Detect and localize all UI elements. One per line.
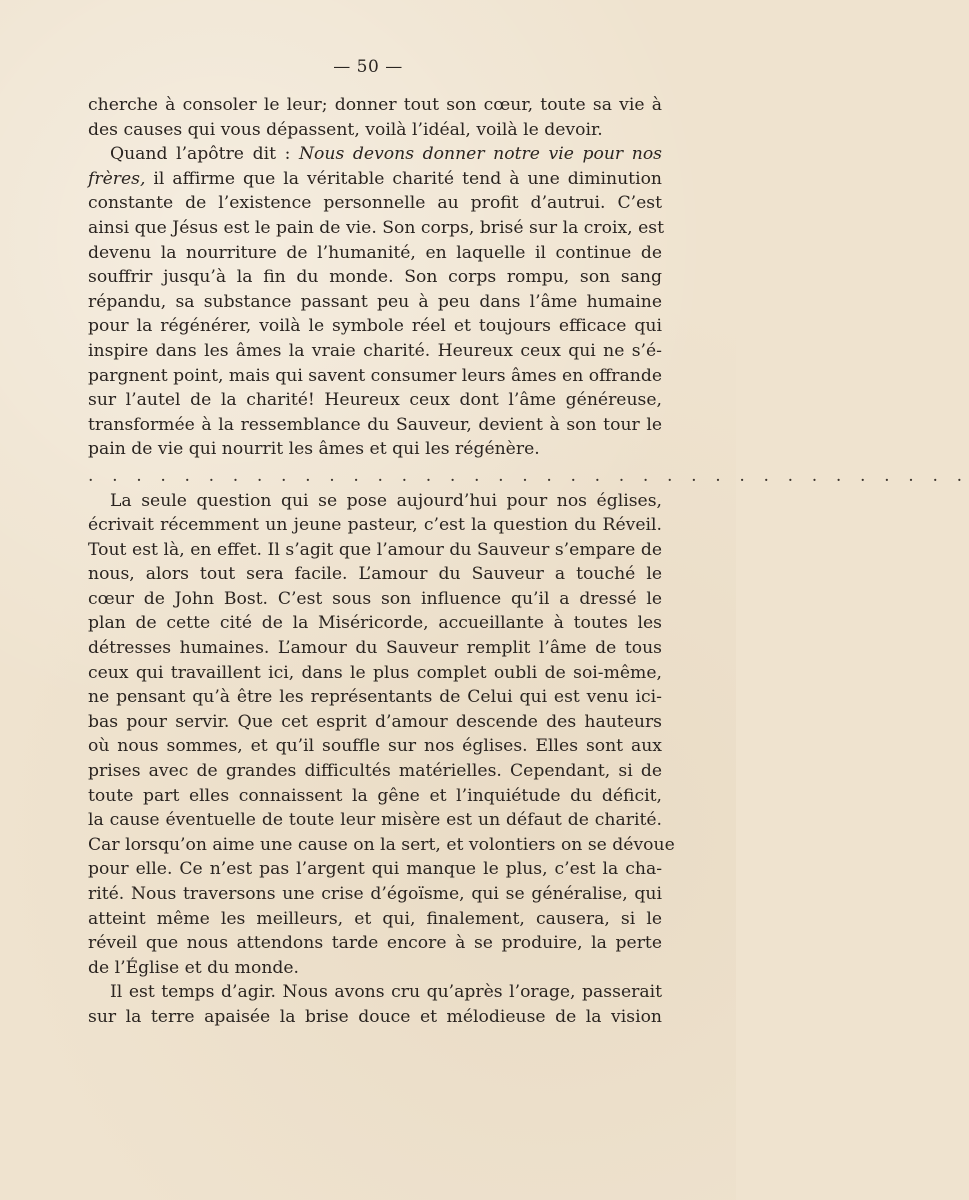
dotted-separator: . . . . . . . . . . . . . . . . . . . . . . . . . . . . . . . . . . . . . [88,465,969,486]
text-line: plan de cette cité de la Miséricorde, accueillante à toutes les [88,613,662,634]
text-line: transformée à la ressemblance du Sauveur, devient à son tour le [88,414,662,435]
text-line: atteint même les meilleurs, et qui, finalement, causera, si le [88,908,662,929]
text-line: Il est temps d’agir. Nous avons cru qu’après l’orage, passerait [110,982,662,1003]
text-line: la cause éventuelle de toute leur misère est un défaut de charité. [88,810,662,831]
page-number: — 50 — [333,57,403,77]
text-line: sur l’autel de la charité! Heureux ceux dont l’âme généreuse, [88,390,662,411]
text-line: souffrir jusqu’à la fin du monde. Son corps rompu, son sang [88,267,662,288]
text-line: de l’Église et du monde. [88,957,300,978]
text-line: pour elle. Ce n’est pas l’argent qui manque le plus, c’est la cha- [88,859,662,880]
text-fragment: Quand l’apôtre dit : [110,144,300,165]
text-line: ceux qui travaillent ici, dans le plus complet oubli de soi-même, [88,662,662,683]
text-line-with-italic [88,167,662,192]
text-line: pour la régénérer, voilà le symbole réel et toujours efficace qui [88,316,662,337]
text-line: nous, alors tout sera facile. L’amour du Sauveur a touché le [88,564,662,585]
italic-quote-end: frères, [88,168,146,189]
text-line: pargnent point, mais qui savent consumer leurs âmes en offrande [88,365,662,386]
text-line: rité. Nous traversons une crise d’égoïsme, qui se généralise, qui [88,884,662,904]
text-line: pain de vie qui nourrit les âmes et qui les régénère. [88,439,540,460]
text-line: Tout est là, en effet. Il s’agit que l’amour du Sauveur s’empare de [88,539,662,560]
text-fragment: il affirme que la véritable charité tend à une diminution [145,168,662,189]
text-line: ne pensant qu’à être les représentants de Celui qui est venu ici- [88,687,662,708]
text-line: prises avec de grandes difficultés matérielles. Cependant, si de [88,761,662,782]
body-text [88,93,969,1030]
text-line: où nous sommes, et qu’il souffle sur nos églises. Elles sont aux [88,736,662,757]
text-line: écrivait récemment un jeune pasteur, c’est la question du Réveil. [88,515,662,536]
text-line: réveil que nous attendons tarde encore à se produire, la perte [88,933,662,954]
text-line: constante de l’existence personnelle au profit d’autrui. C’est [88,193,662,214]
text-line: ainsi que Jésus est le pain de vie. Son corps, brisé sur la croix, est [88,217,664,238]
text-line: Car lorsqu’on aime une cause on la sert, et volontiers on se dévoue [88,834,675,855]
text-line: sur la terre apaisée la brise douce et mélodieuse de la vision [88,1006,662,1027]
text-line-with-italic [88,142,662,167]
text-line: cherche à consoler le leur; donner tout son cœur, toute sa vie à [88,95,662,115]
text-line: répandu, sa substance passant peu à peu dans l’âme humaine [88,291,662,312]
text-line: bas pour servir. Que cet esprit d’amour descende des hauteurs [88,711,662,732]
text-line: détresses humaines. L’amour du Sauveur remplit l’âme de tous [88,638,662,659]
text-line: inspire dans les âmes la vraie charité. Heureux ceux qui ne s’é- [88,340,662,361]
text-line: cœur de John Bost. C’est sous son influence qu’il a dressé le [88,588,662,609]
text-line: toute part elles connaissent la gêne et l’inquiétude du déficit, [88,785,662,806]
text-line: des causes qui vous dépassent, voilà l’idéal, voilà le devoir. [88,119,603,140]
italic-quote: Nous devons donner notre vie pour nos [299,144,662,165]
text-line: devenu la nourriture de l’humanité, en laquelle il continue de [88,242,662,263]
text-line: La seule question qui se pose aujourd’hui pour nos églises, [110,490,662,511]
